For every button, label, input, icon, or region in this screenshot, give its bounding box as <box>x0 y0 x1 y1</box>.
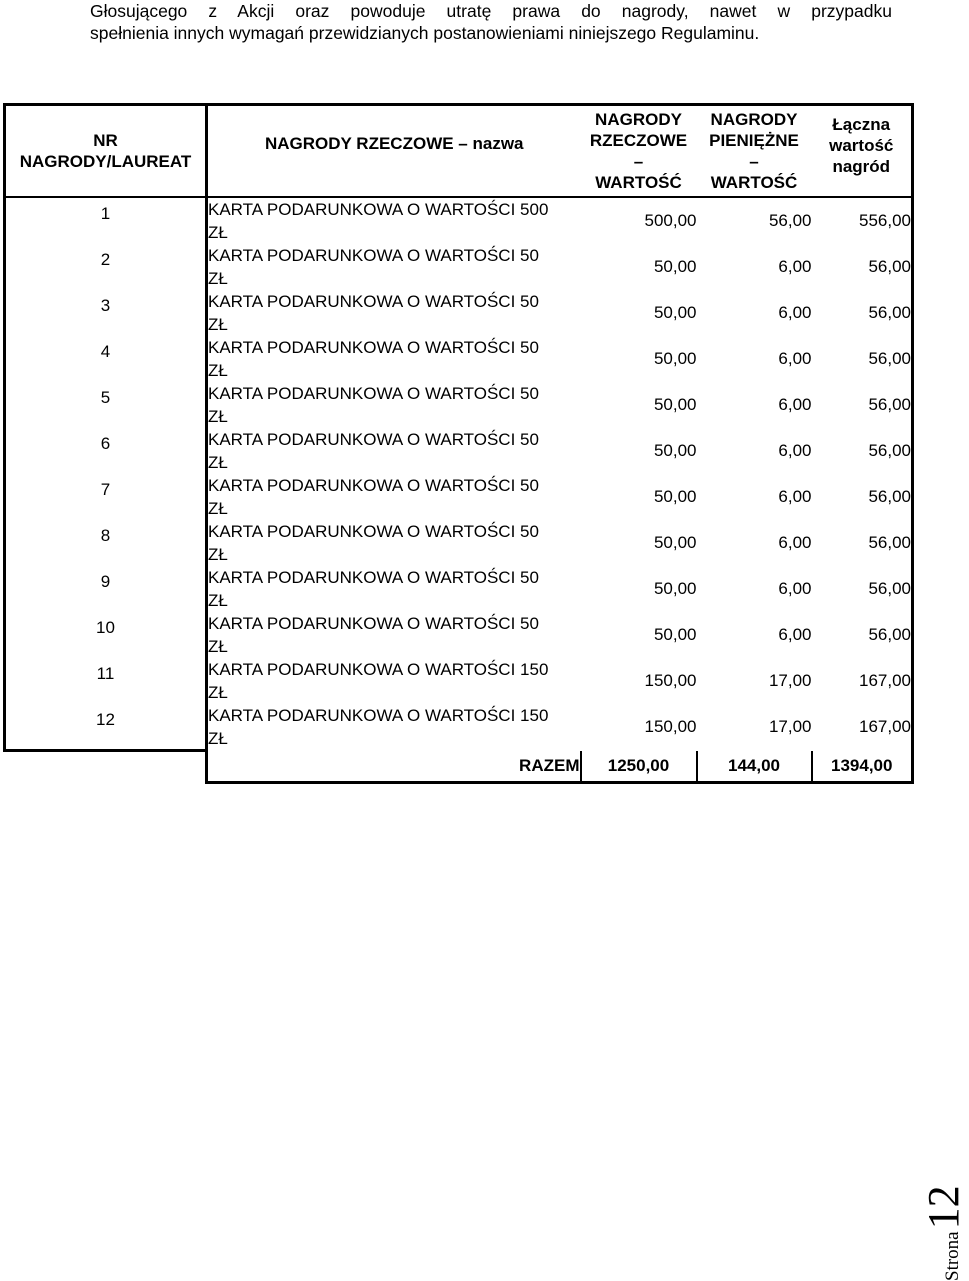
prize-name-cell <box>207 428 581 474</box>
prize-name: KARTA PODARUNKOWA O WARTOŚCI 50 <box>208 246 539 265</box>
header-nr-line: NAGRODY/LAUREAT <box>19 152 192 171</box>
value-rzeczowe: 50,00 <box>653 533 697 552</box>
prize-name: KARTA PODARUNKOWA O WARTOŚCI 50 <box>208 476 539 495</box>
header-laczna-line: nagród <box>832 156 891 176</box>
header-pieniezne-line: PIENIĘŻNE <box>709 131 799 150</box>
value-laczna: 56,00 <box>812 474 913 520</box>
header-laczna-line: Łączna <box>832 114 891 134</box>
header-rzeczowe-line: NAGRODY <box>595 110 682 129</box>
header-nazwa-text: NAGRODY RZECZOWE – nazwa <box>265 133 524 153</box>
value-laczna: 56,00 <box>812 244 913 290</box>
prize-name-currency: ZŁ <box>208 637 228 656</box>
value-pieniezne: 6,00 <box>778 395 812 414</box>
header-rzeczowe-line: – <box>633 152 644 171</box>
prize-name-cell <box>207 704 581 751</box>
intro-paragraph <box>90 0 892 44</box>
prize-name-cell <box>207 290 581 336</box>
row-number: 5 <box>100 388 111 407</box>
table-row <box>5 474 913 520</box>
row-number: 2 <box>100 250 111 269</box>
prize-name-cell <box>207 566 581 612</box>
row-number-cell <box>5 336 207 382</box>
value-laczna: 56,00 <box>812 520 913 566</box>
prize-name-currency: ZŁ <box>208 683 228 702</box>
row-number-cell <box>5 704 207 751</box>
prize-name-currency: ZŁ <box>208 223 228 242</box>
table-row <box>5 197 913 244</box>
row-number-cell <box>5 244 207 290</box>
value-pieniezne: 6,00 <box>778 579 812 598</box>
header-pieniezne-line: NAGRODY <box>710 110 798 129</box>
header-nr-line: NR <box>93 131 118 150</box>
row-number: 4 <box>100 342 111 361</box>
header-rzeczowe-line: WARTOŚĆ <box>595 173 682 192</box>
row-number: 9 <box>100 572 111 591</box>
prize-name: KARTA PODARUNKOWA O WARTOŚCI 500 <box>208 200 549 219</box>
page-number-footer <box>918 1185 969 1281</box>
table-row <box>5 290 913 336</box>
prize-name-currency: ZŁ <box>208 269 228 288</box>
prize-name-currency: ZŁ <box>208 407 228 426</box>
row-number-cell <box>5 474 207 520</box>
prize-name: KARTA PODARUNKOWA O WARTOŚCI 50 <box>208 292 539 311</box>
value-laczna: 167,00 <box>812 704 913 751</box>
razem-label: RAZEM <box>207 751 581 783</box>
prize-name: KARTA PODARUNKOWA O WARTOŚCI 50 <box>208 614 539 633</box>
table-row <box>5 612 913 658</box>
value-pieniezne: 17,00 <box>768 671 812 690</box>
value-laczna: 56,00 <box>812 612 913 658</box>
value-pieniezne: 6,00 <box>778 625 812 644</box>
intro-line-2: spełnienia innych wymagań przewidzianych postanowieniami niniejszego Regulaminu. <box>90 23 760 43</box>
value-laczna: 556,00 <box>812 197 913 244</box>
razem-row <box>5 751 913 783</box>
value-rzeczowe: 50,00 <box>653 395 697 414</box>
row-number: 12 <box>96 709 115 729</box>
value-rzeczowe: 50,00 <box>653 579 697 598</box>
prize-name-currency: ZŁ <box>208 591 228 610</box>
header-pieniezne <box>697 105 812 198</box>
value-rzeczowe: 50,00 <box>653 625 697 644</box>
value-laczna: 56,00 <box>812 382 913 428</box>
prize-name: KARTA PODARUNKOWA O WARTOŚCI 50 <box>208 338 539 357</box>
value-pieniezne: 6,00 <box>778 533 812 552</box>
row-number: 6 <box>100 434 111 453</box>
prize-name-cell <box>207 658 581 704</box>
page-number: 12 <box>919 1185 968 1230</box>
row-number-cell <box>5 520 207 566</box>
row-number: 1 <box>100 204 111 223</box>
prize-name: KARTA PODARUNKOWA O WARTOŚCI 50 <box>208 568 539 587</box>
header-rzeczowe <box>581 105 697 198</box>
value-pieniezne: 17,00 <box>768 717 812 737</box>
value-rzeczowe: 500,00 <box>644 211 697 230</box>
table-row <box>5 244 913 290</box>
value-pieniezne: 6,00 <box>778 487 812 506</box>
row-number: 11 <box>96 664 115 683</box>
header-nazwa <box>207 105 581 198</box>
prizes-table <box>3 103 914 784</box>
prize-name-cell <box>207 612 581 658</box>
row-number-cell <box>5 290 207 336</box>
prize-name-currency: ZŁ <box>208 361 228 380</box>
intro-line-1: Głosującego z Akcji oraz powoduje utratę prawa do nagrody, nawet w przypadku <box>90 1 892 21</box>
header-rzeczowe-line: RZECZOWE <box>589 131 688 150</box>
prize-name-currency: ZŁ <box>208 453 228 472</box>
prize-name-cell <box>207 382 581 428</box>
value-pieniezne: 6,00 <box>778 349 812 368</box>
value-pieniezne: 56,00 <box>768 211 812 230</box>
value-laczna: 167,00 <box>812 658 913 704</box>
value-rzeczowe: 50,00 <box>653 487 697 506</box>
prize-name-cell <box>207 520 581 566</box>
table-row <box>5 336 913 382</box>
header-laczna-line: wartość <box>829 135 894 155</box>
value-rzeczowe: 150,00 <box>644 717 697 737</box>
table-row <box>5 382 913 428</box>
row-number: 3 <box>100 296 111 315</box>
header-nr-laureat <box>5 105 207 198</box>
razem-pieniezne: 144,00 <box>697 751 812 783</box>
prize-name-currency: ZŁ <box>208 499 228 518</box>
row-number-cell <box>5 566 207 612</box>
value-laczna: 56,00 <box>812 336 913 382</box>
prize-name-currency: ZŁ <box>208 729 228 749</box>
table-row <box>5 428 913 474</box>
header-pieniezne-line: – <box>749 152 759 171</box>
prize-name: KARTA PODARUNKOWA O WARTOŚCI 150 <box>208 660 549 679</box>
value-rzeczowe: 50,00 <box>653 349 697 368</box>
razem-blank-cell <box>5 751 207 783</box>
value-pieniezne: 6,00 <box>778 257 812 276</box>
row-number: 8 <box>100 526 111 545</box>
value-laczna: 56,00 <box>812 428 913 474</box>
prize-name-cell <box>207 197 581 244</box>
table-row <box>5 704 913 751</box>
table-row <box>5 658 913 704</box>
prize-name: KARTA PODARUNKOWA O WARTOŚCI 50 <box>208 522 539 541</box>
row-number: 10 <box>96 618 115 637</box>
value-rzeczowe: 50,00 <box>653 257 697 276</box>
header-pieniezne-line: WARTOŚĆ <box>710 173 798 192</box>
table-header-row <box>5 105 913 198</box>
razem-rzeczowe: 1250,00 <box>581 751 697 783</box>
prize-name-currency: ZŁ <box>208 315 228 334</box>
value-rzeczowe: 50,00 <box>653 303 697 322</box>
table-row <box>5 520 913 566</box>
row-number-cell <box>5 428 207 474</box>
prize-name: KARTA PODARUNKOWA O WARTOŚCI 50 <box>208 384 539 403</box>
value-pieniezne: 6,00 <box>778 441 812 460</box>
prize-name-currency: ZŁ <box>208 545 228 564</box>
value-pieniezne: 6,00 <box>778 303 812 322</box>
value-rzeczowe: 150,00 <box>644 671 697 690</box>
row-number-cell <box>5 658 207 704</box>
prize-name-cell <box>207 336 581 382</box>
row-number: 7 <box>100 480 111 499</box>
table-row <box>5 566 913 612</box>
prize-name-cell <box>207 474 581 520</box>
row-number-cell <box>5 612 207 658</box>
row-number-cell <box>5 197 207 244</box>
header-laczna <box>812 105 913 198</box>
razem-laczna: 1394,00 <box>812 751 913 783</box>
value-laczna: 56,00 <box>812 290 913 336</box>
prize-name: KARTA PODARUNKOWA O WARTOŚCI 50 <box>208 430 539 449</box>
prize-name-cell <box>207 244 581 290</box>
page-label: Strona <box>942 1231 963 1281</box>
prize-name: KARTA PODARUNKOWA O WARTOŚCI 150 <box>208 706 549 726</box>
value-laczna: 56,00 <box>812 566 913 612</box>
value-rzeczowe: 50,00 <box>653 441 697 460</box>
row-number-cell <box>5 382 207 428</box>
